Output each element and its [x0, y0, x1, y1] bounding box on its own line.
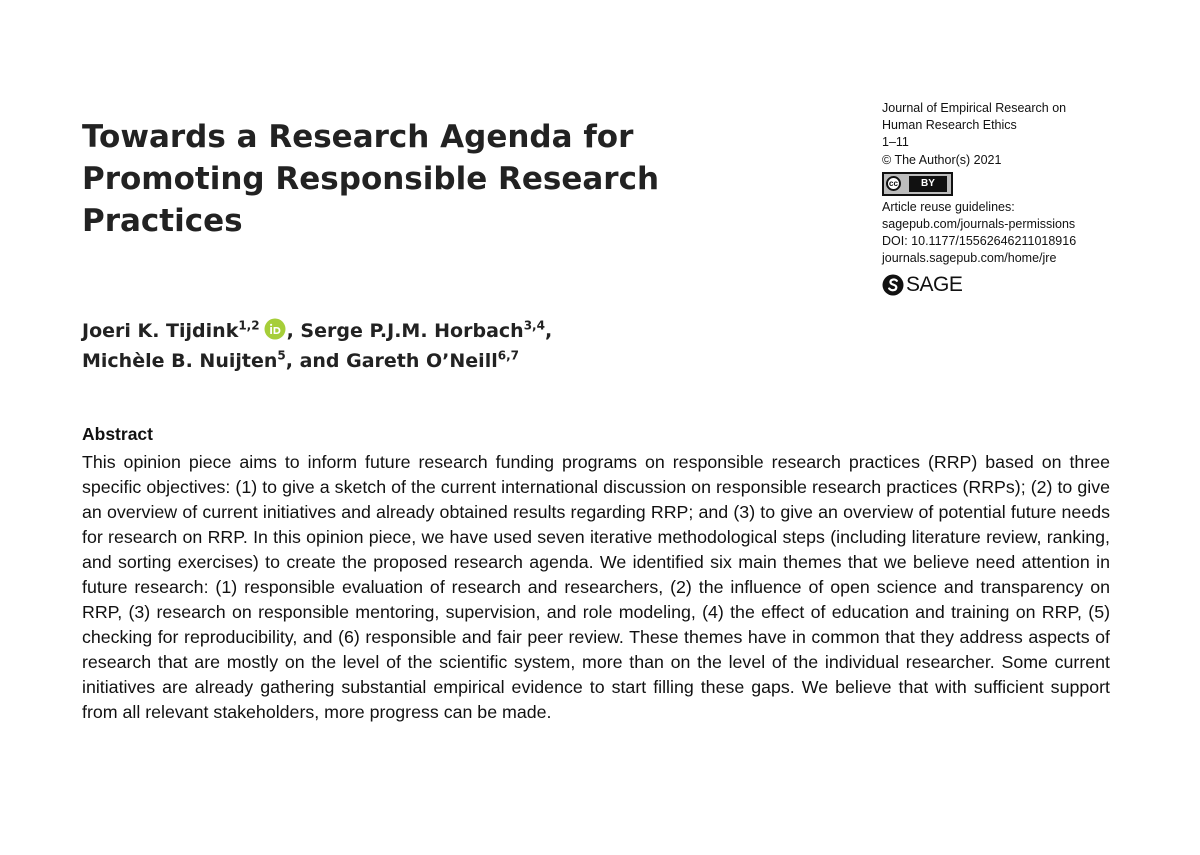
title-line-2: Promoting Responsible Research — [82, 161, 660, 197]
author-name: Michèle B. Nuijten — [82, 350, 278, 372]
author-separator: , — [544, 320, 553, 342]
cc-icon: cc — [886, 176, 901, 191]
author-affiliation: 6,7 — [497, 348, 519, 363]
abstract-heading: Abstract — [82, 424, 153, 444]
cc-by-license-badge[interactable] — [882, 172, 953, 196]
author-name: , Serge P.J.M. Horbach — [286, 320, 524, 342]
author-name: Joeri K. Tijdink — [82, 320, 239, 342]
reuse-label: Article reuse guidelines: — [882, 199, 1015, 214]
copyright: © The Author(s) 2021 — [882, 152, 1002, 167]
sage-wordmark: SAGE — [906, 273, 963, 297]
author-affiliation: 3,4 — [523, 318, 545, 333]
author-affiliation: 5 — [277, 348, 286, 363]
title-line-1: Towards a Research Agenda for — [82, 119, 634, 155]
journal-metadata — [882, 100, 1182, 296]
author-list — [82, 316, 722, 376]
author-row-2 — [82, 346, 722, 376]
orcid-icon[interactable] — [264, 318, 286, 340]
sage-s-icon — [882, 274, 904, 296]
by-label: BY — [909, 176, 947, 192]
sage-logo — [882, 274, 1182, 296]
doi[interactable]: DOI: 10.1177/15562646211018916 — [882, 234, 1077, 249]
page-range: 1–11 — [882, 135, 909, 150]
author-affiliation: 1,2 — [238, 318, 260, 333]
journal-name-line-1: Journal of Empirical Research on — [882, 101, 1067, 115]
reuse-link[interactable]: sagepub.com/journals-permissions — [882, 217, 1076, 232]
author-name: , and Gareth O’Neill — [285, 350, 498, 372]
abstract-text: This opinion piece aims to inform future research funding programs on responsible research practices (RRP) based on three specific objectives: (1) to give a sketch of the current international discussion on responsible research practices (RRPs); (2) to give an overview of current initiatives and already obtained results regarding RRP; and (3) to give an overview of potential future needs for research on RRP. In this opinion piece, we have used seven iterative methodological steps (including literature review, ranking, and sorting exercises) to create the proposed research agenda. We identified six main themes that we believe need attention in future research: (1) responsible evaluation of research and researchers, (2) the influence of open science and transparency on RRP, (3) research on responsible mentoring, supervision, and role modeling, (4) the effect of education and training on RRP, (5) checking for reproducibility, and (6) responsible and fair peer review. These themes have in common that they address aspects of research that are mostly on the level of the scientific system, more than on the level of the individual researcher. Some current initiatives are already gathering substantial empirical evidence to start filling these gaps. We believe that with sufficient support from all relevant stakeholders, more progress can be made. — [82, 452, 1110, 722]
journal-name-line-2: Human Research Ethics — [882, 118, 1017, 133]
article-title — [82, 116, 722, 242]
title-line-3: Practices — [82, 203, 243, 239]
author-row-1 — [82, 316, 722, 346]
journal-homepage-link[interactable]: journals.sagepub.com/home/jre — [882, 251, 1057, 266]
